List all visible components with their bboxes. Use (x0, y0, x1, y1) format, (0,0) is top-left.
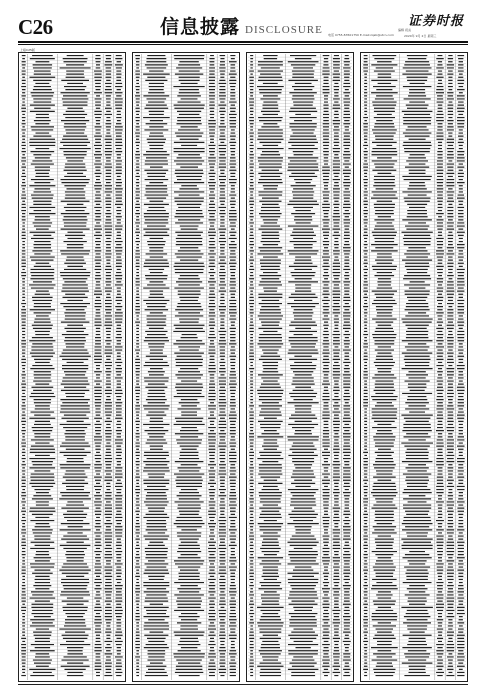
cell-text-marks (363, 56, 465, 676)
contact-line: 电话 0755-83501750 E-mail:zqsb@stcn.com (328, 33, 394, 37)
table-texture (134, 54, 238, 680)
table-texture (20, 54, 124, 680)
table-texture-svg (20, 54, 124, 680)
continuation-label: 上接C25版 (20, 48, 35, 52)
table-texture-svg (134, 54, 238, 680)
table-column-3 (246, 52, 354, 682)
footer-rule (18, 684, 468, 685)
editor-credit: 编辑 祝炎 (398, 28, 411, 32)
cell-text-marks (135, 56, 237, 676)
table-texture (362, 54, 466, 680)
newspaper-logo: 证券时报 (408, 14, 465, 29)
section-title: 信息披露 (160, 16, 241, 38)
section-title-english: DISCLOSURE (245, 24, 323, 36)
table-texture-svg (248, 54, 352, 680)
table-texture-svg (362, 54, 466, 680)
cell-text-marks (249, 56, 351, 676)
disclosure-table-columns (18, 52, 468, 682)
page-number: C26 (18, 15, 53, 39)
table-column-4 (360, 52, 468, 682)
header-rule-thin (18, 44, 468, 45)
page-header (0, 0, 484, 44)
cell-text-marks (21, 56, 123, 676)
table-column-1 (18, 52, 126, 682)
table-column-2 (132, 52, 240, 682)
table-texture (248, 54, 352, 680)
issue-date: 2020年 9月 2日 星期三 (404, 34, 437, 38)
header-rule (18, 41, 468, 43)
